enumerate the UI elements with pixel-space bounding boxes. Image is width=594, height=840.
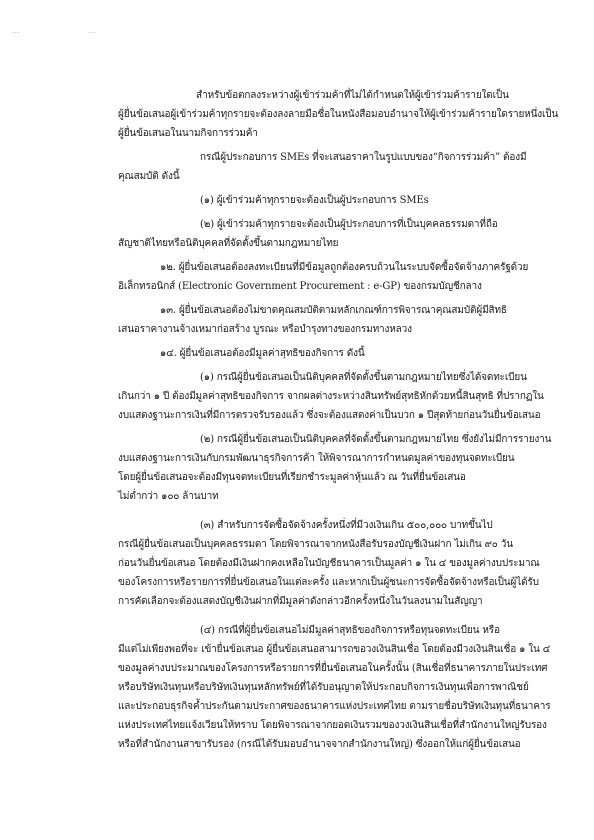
paragraph-line: เสนอราคางานจ้างเหมาก่อสร้าง บูรณะ หรือบำรุงทางของกรมทางหลวง	[118, 324, 412, 335]
paragraph-line: ผู้ยื่นข้อเสนอผู้เข้าร่วมค้าทุกรายจะต้องลงลายมือชื่อในหนังสือมอบอำนาจให้ผู้เข้าร่วมค้ารายใดรายหนึ่งเป็น	[118, 109, 559, 120]
paragraph-line: (๔) กรณีที่ผู้ยื่นข้อเสนอไม่มีมูลค่าสุทธิของกิจการหรือทุนจดทะเบียน หรือ	[200, 625, 500, 636]
paragraph-line: (๒) ผู้เข้าร่วมค้าทุกรายจะต้องเป็นผู้ประกอบการที่เป็นบุคคลธรรมดาที่ถือ	[200, 219, 498, 230]
paragraph-line: งบแสดงฐานะการเงินที่มีการตรวจรับรองแล้ว ซึ่งจะต้องแสดงค่าเป็นบวก ๑ ปีสุดท้ายก่อนวันยื่นข้อเสนอ	[118, 410, 541, 421]
paragraph-line: กรณีผู้ยื่นข้อเสนอเป็นบุคคลธรรมดา โดยพิจารณาจากหนังสือรับรองบัญชีเงินฝาก ไม่เกิน ๙๐ วัน	[118, 539, 513, 550]
paragraph-line: ๑๒. ผู้ยื่นข้อเสนอต้องลงทะเบียนที่มีข้อมูลถูกต้องครบถ้วนในระบบจัดซื้อจัดจ้างภาครัฐด้วย	[160, 262, 529, 273]
paragraph-line: สัญชาติไทยหรือนิติบุคคลที่จัดตั้งขึ้นตามกฎหมายไทย	[118, 238, 339, 249]
paragraph-line: และประกอบธุรกิจค้ำประกันตามประกาศของธนาคารแห่งประเทศไทย ตามรายชื่อบริษัทเงินทุนที่ธนาคาร	[118, 701, 551, 712]
paragraph-line: กรณีผู้ประกอบการ SMEs ที่จะเสนอราคาในรูปแบบของ“กิจการร่วมค้า” ต้องมี	[200, 152, 527, 163]
paragraph-line: โดยผู้ยื่นข้อเสนอจะต้องมีทุนจดทะเบียนที่เรียกชำระมูลค่าหุ้นแล้ว ณ วันที่ยื่นข้อเสนอ	[118, 472, 466, 483]
paragraph-line: อิเล็กทรอนิกส์ (Electronic Government Procurement : e-GP) ของกรมบัญชีกลาง	[118, 281, 482, 292]
paragraph-line: สำหรับข้อตกลงระหว่างผู้เข้าร่วมค้าที่ไม่ได้กำหนดให้ผู้เข้าร่วมค้ารายใดเป็น	[196, 90, 509, 101]
paragraph-line: (๑) กรณีผู้ยื่นข้อเสนอเป็นนิติบุคคลที่จัดตั้งขึ้นตามกฎหมายไทยซึ่งได้จดทะเบียน	[200, 372, 527, 383]
paragraph-line: คุณสมบัติ ดังนี้	[118, 171, 180, 182]
paragraph-line: งบแสดงฐานะการเงินกับกรมพัฒนาธุรกิจการค้า ให้พิจารณาการกำหนดมูลค่าของทุนจดทะเบียน	[118, 453, 515, 464]
paragraph-line: การคัดเลือกจะต้องแสดงบัญชีเงินฝากที่มีมูลค่าดังกล่าวอีกครั้งหนึ่งในวันลงนามในสัญญา	[118, 596, 483, 607]
paragraph-line: แห่งประเทศไทยแจ้งเวียนให้ทราบ โดยพิจารณาจากยอดเงินรวมของวงเงินสินเชื่อที่สำนักงานใหญ่รับรอง	[118, 720, 547, 731]
paragraph-line: เกินกว่า ๑ ปี ต้องมีมูลค่าสุทธิของกิจการ จากผลต่างระหว่างสินทรัพย์สุทธิหักด้วยหนี้สินสุทธิ ที่ปรากฏใน	[118, 391, 544, 402]
paragraph-line: ก่อนวันยื่นข้อเสนอ โดยต้องมีเงินฝากคงเหลือในบัญชีธนาคารเป็นมูลค่า ๑ ใน ๔ ของมูลค่างบประมาณ	[118, 558, 540, 569]
paragraph-line: (๑) ผู้เข้าร่วมค้าทุกรายจะต้องเป็นผู้ประกอบการ SMEs	[200, 195, 429, 206]
header-mark: ...	[12, 26, 20, 35]
paragraph-line: (๒) กรณีผู้ยื่นข้อเสนอเป็นนิติบุคคลที่จัดตั้งขึ้นตามกฎหมายไทย ซึ่งยังไม่มีการรายงาน	[200, 434, 552, 445]
paragraph-line: หรือที่สำนักงานสาขารับรอง (กรณีได้รับมอบอำนาจจากสำนักงานใหญ่) ซึ่งออกให้แก่ผู้ยื่นข้อเสนอ	[118, 739, 521, 750]
paragraph-line: ๑๔. ผู้ยื่นข้อเสนอต้องมีมูลค่าสุทธิของกิจการ ดังนี้	[160, 348, 365, 359]
paragraph-line: ไม่ต่ำกว่า ๑๐๐ ล้านบาท	[118, 491, 219, 502]
paragraph-line: หรือบริษัทเงินทุนหรือบริษัทเงินทุนหลักทรัพย์ที่ได้รับอนุญาตให้ประกอบกิจการเงินทุนเพื่อการพาณิชย์	[118, 682, 529, 693]
header-mark: ...	[88, 26, 96, 35]
paragraph-line: ผู้ยื่นข้อเสนอในนามกิจการร่วมค้า	[118, 128, 258, 139]
paragraph-line: ๑๓. ผู้ยื่นข้อเสนอต้องไม่ขาดคุณสมบัติตามหลักเกณฑ์การพิจารณาคุณสมบัติผู้มีสิทธิ	[160, 305, 507, 316]
paragraph-line: ของมูลค่างบประมาณของโครงการหรือรายการที่ยื่นข้อเสนอในครั้งนั้น (สินเชื่อที่ธนาคารภายในประเทศ	[118, 663, 548, 674]
paragraph-line: ของโครงการหรือรายการที่ยื่นข้อเสนอในแต่ละครั้ง และหากเป็นผู้ชนะการจัดซื้อจัดจ้างหรือเป็นผู้ได้รับ	[118, 577, 539, 588]
paragraph-line: มีแต่ไม่เพียงพอที่จะ เข้ายื่นข้อเสนอ ผู้ยื่นข้อเสนอสามารถขอวงเงินสินเชื่อ โดยต้องมีวงเงินสินเชื่อ ๑ ใน ๔	[118, 644, 551, 655]
paragraph-line: (๓) สำหรับการจัดซื้อจัดจ้างครั้งหนึ่งที่มีวงเงินเกิน ๕๐๐,๐๐๐ บาทขึ้นไป	[200, 520, 493, 531]
